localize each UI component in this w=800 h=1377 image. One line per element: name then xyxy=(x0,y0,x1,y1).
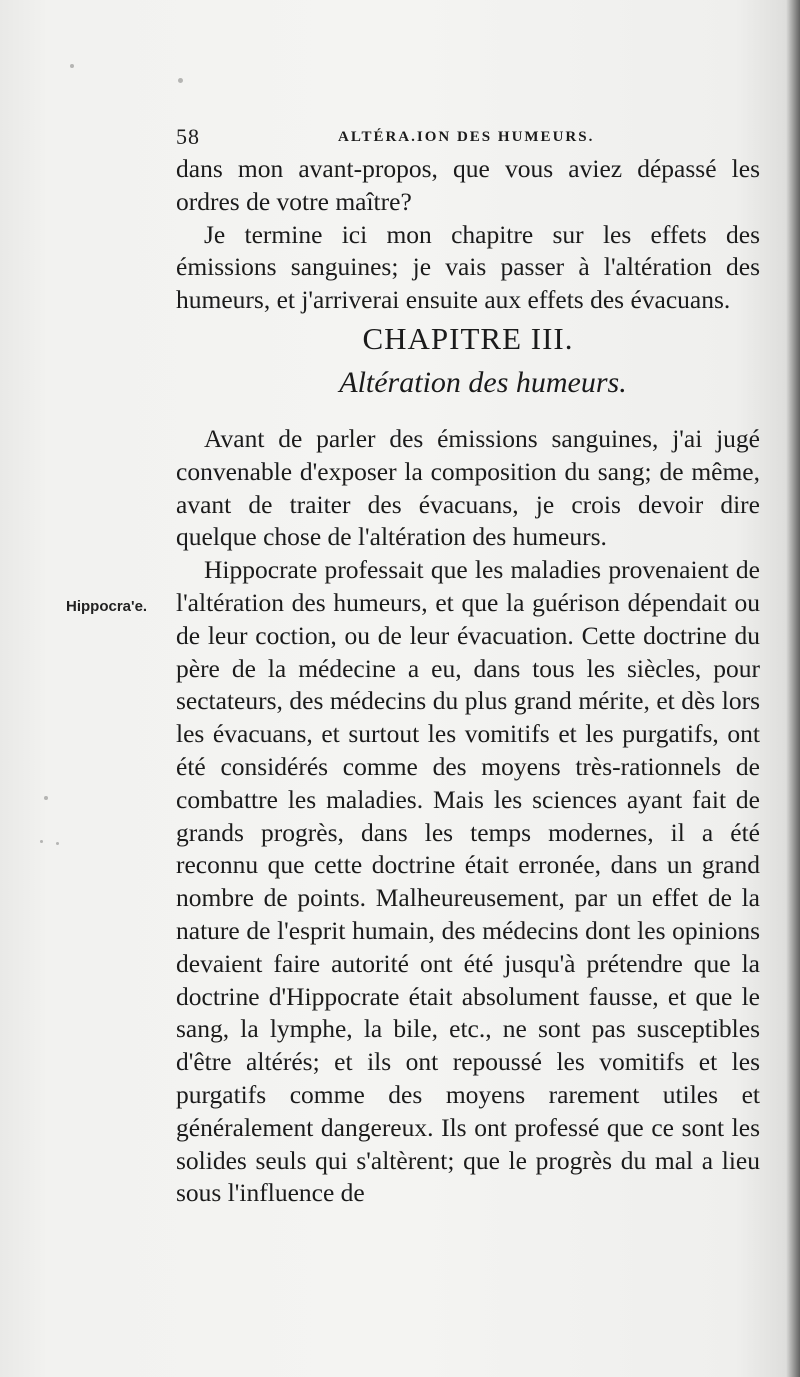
page-number: 58 xyxy=(176,124,200,149)
running-head: ALTÉRA.ION DES HUMEURS. xyxy=(338,129,595,145)
speck xyxy=(40,840,43,843)
paragraph: Je termine ici mon chapitre sur les effets des émissions sanguines; je vais passer à l'altération des humeurs, et j'arriverai ensuite aux effets des évacuans. xyxy=(176,219,760,315)
marginal-note: Hippocra'e. xyxy=(66,598,148,615)
paragraph: dans mon avant-propos, que vous aviez dépassé les ordres de votre maître? xyxy=(176,154,760,216)
paragraph: Hippocrate professait que les maladies provenaient de l'altération des humeurs, et que la guérison dépendait ou de leur coction, ou de leur évacuation. Cette doctrine du père de la médecine a eu, dans tous les siècles, pour sectateurs, des médecins du plus grand mérite, et dès lors les évacuans, et surtout les vomitifs et les purgatifs, ont été considérés comme des moyens très-rationnels de combattre les maladies. Mais les sciences ayant fait de grands progrès, dans les temps modernes, il a été reconnu que cette doctrine était erronée, dans un grand nombre de points. Malheureusement, par un effet de la nature de l'esprit humain, des médecins dont les opinions devaient faire autorité ont été jusqu'à prétendre que la doctrine d'Hippocrate était absolument fausse, et que le sang, la lymphe, la bile, etc., ne sont pas susceptibles d'être altérés; et ils ont repoussé les vomitifs et les purgatifs comme des moyens rarement utiles et généralement dangereux. Ils ont professé que ce sont les solides seuls qui s'altèrent; que le progrès du mal a lieu sous l'influence de xyxy=(176,555,760,1208)
paragraph: Avant de parler des émissions sanguines, j'ai jugé convenable d'exposer la composition du sang; de même, avant de traiter des évacuans, je crois devoir dire quelque chose de l'altération des humeurs. xyxy=(176,423,760,552)
speck xyxy=(178,78,183,83)
speck xyxy=(44,796,48,800)
chapter-subtitle: Altération des humeurs. xyxy=(339,365,627,399)
page-edge-shadow xyxy=(786,0,800,1377)
body-text xyxy=(176,153,760,1210)
speck xyxy=(70,64,74,68)
speck xyxy=(56,842,59,845)
chapter-title: CHAPITRE III. xyxy=(362,320,574,356)
page-header xyxy=(176,124,766,154)
